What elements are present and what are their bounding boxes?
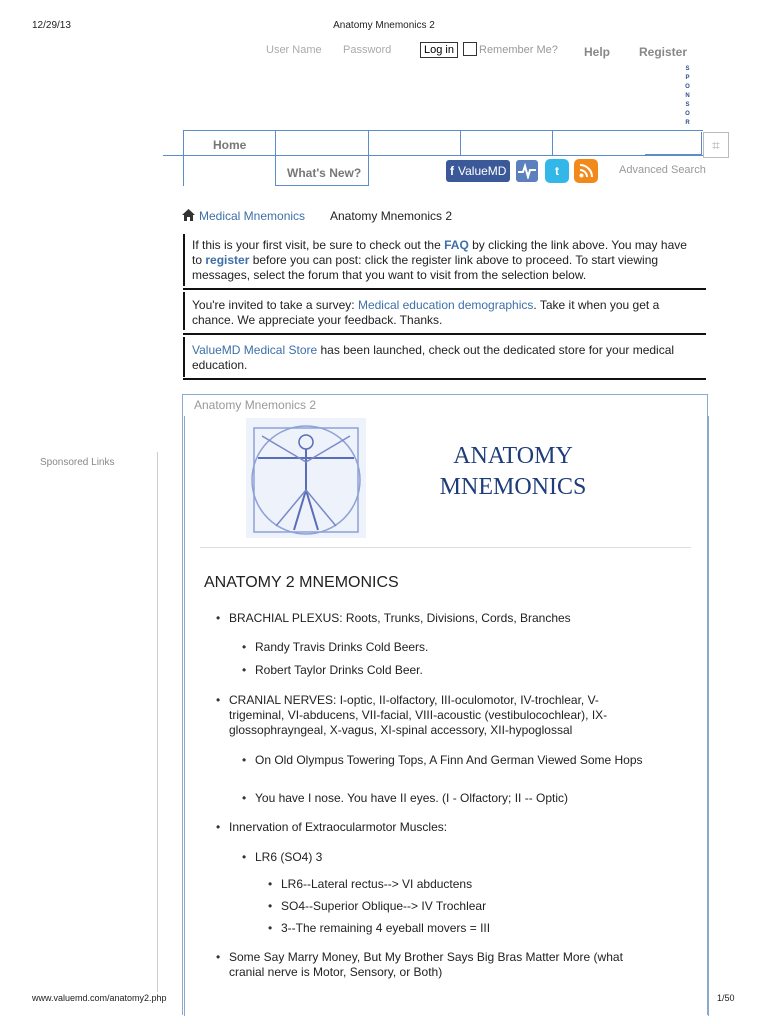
post-heading: ANATOMY 2 MNEMONICS: [204, 574, 399, 591]
nav-divider: [368, 130, 369, 186]
list-item: • Robert Taylor Drinks Cold Beer.: [255, 663, 675, 678]
sponsor-letter: S: [685, 66, 690, 72]
print-page-number: 1/50: [717, 993, 735, 1003]
notice-border: [183, 234, 185, 286]
notice-text: . Take it when you get a chance. We appreciate your feedback. Thanks.: [192, 298, 660, 327]
print-title: Anatomy Mnemonics 2: [333, 20, 435, 31]
banner-line: MNEMONICS: [439, 474, 587, 500]
notice-text: by clicking the link above. You may have to: [192, 238, 687, 267]
register-link[interactable]: Register: [639, 45, 688, 59]
search-go-icon[interactable]: ⌗: [703, 132, 729, 158]
sponsor-strip[interactable]: [683, 66, 692, 126]
breadcrumb-current: Anatomy Mnemonics 2: [330, 209, 453, 223]
notice-survey: [192, 298, 692, 328]
notice-text: You're invited to take a survey:: [192, 298, 358, 312]
valuemd-pulse-icon[interactable]: [516, 160, 538, 182]
login-button[interactable]: Log in: [420, 42, 458, 58]
password-input[interactable]: Password: [343, 44, 392, 56]
sponsor-letter: O: [685, 111, 690, 117]
advanced-search-link[interactable]: Advanced Search: [619, 164, 706, 176]
rss-icon[interactable]: [574, 159, 598, 183]
nav-divider: [275, 130, 276, 186]
home-icon[interactable]: [182, 209, 195, 224]
sponsor-letter: R: [685, 120, 690, 126]
sponsor-letter: O: [685, 84, 690, 90]
print-date: 12/29/13: [32, 20, 71, 31]
list-item: • LR6 (SO4) 3: [255, 850, 675, 865]
nav-mid-border: [163, 155, 703, 156]
sponsor-letter: P: [685, 75, 690, 81]
list-item: • You have I nose. You have II eyes. (I - Olfactory; II -- Optic): [255, 791, 675, 806]
nav-whats-new[interactable]: What's New?: [287, 166, 362, 180]
twitter-icon[interactable]: t: [545, 159, 569, 183]
list-item: • Innervation of Extraocularmotor Muscles:: [229, 820, 679, 835]
notice-border: [183, 337, 185, 377]
help-link[interactable]: Help: [584, 45, 611, 59]
nav-top-border: [183, 130, 703, 131]
survey-link[interactable]: Medical education demographics: [357, 298, 534, 312]
banner-line: ANATOMY: [453, 443, 573, 469]
notice-text: before you can post: click the register link above to proceed. To start viewing messages, select the forum that you want to visit from the selection below.: [192, 253, 659, 282]
facebook-label: ValueMD: [458, 164, 507, 178]
list-item: • BRACHIAL PLEXUS: Roots, Trunks, Divisions, Cords, Branches: [229, 611, 679, 626]
divider: [183, 333, 706, 335]
post-header-title: Anatomy Mnemonics 2: [194, 398, 317, 412]
nav-divider: [552, 130, 553, 156]
notice-border: [183, 292, 185, 330]
divider: [183, 288, 706, 290]
list-item: • Some Say Marry Money, But My Brother Says Big Bras Matter More (what cranial nerve is Motor, Sensory, or Both): [229, 950, 657, 980]
register-inline-link[interactable]: register: [205, 253, 250, 267]
nav-tab-border: [276, 185, 368, 186]
nav-home[interactable]: Home: [213, 138, 247, 152]
username-input[interactable]: User Name: [266, 44, 322, 56]
list-item: • On Old Olympus Towering Tops, A Finn And German Viewed Some Hops: [255, 753, 650, 768]
store-link[interactable]: ValueMD Medical Store: [192, 343, 318, 357]
notice-text: If this is your first visit, be sure to check out the: [192, 238, 445, 252]
remember-me-checkbox[interactable]: [463, 42, 477, 56]
list-item: • 3--The remaining 4 eyeball movers = III: [281, 921, 681, 936]
facebook-icon: f: [450, 164, 454, 178]
sponsor-letter: S: [685, 102, 690, 108]
list-item: • SO4--Superior Oblique--> IV Trochlear: [281, 899, 681, 914]
banner-title: [408, 441, 618, 503]
search-input[interactable]: [645, 132, 702, 155]
notice-text: has been launched, check out the dedicated store for your medical education.: [192, 343, 675, 372]
list-item: • Randy Travis Drinks Cold Beers.: [255, 640, 675, 655]
breadcrumb-parent[interactable]: Medical Mnemonics: [199, 209, 306, 223]
nav-divider: [183, 130, 184, 186]
nav-divider: [460, 130, 461, 156]
print-url: www.valuemd.com/anatomy2.php: [32, 993, 167, 1003]
vitruvian-man-image: [246, 418, 366, 538]
remember-me-label: Remember Me?: [479, 44, 558, 56]
banner-divider: [200, 547, 691, 548]
notice-store: [192, 343, 692, 373]
facebook-valuemd-button[interactable]: [446, 160, 510, 182]
sponsor-letter: N: [685, 93, 690, 99]
list-item: • LR6--Lateral rectus--> VI abductens: [281, 877, 681, 892]
notice-first-visit: [192, 238, 692, 283]
sponsored-links-label: Sponsored Links: [40, 457, 115, 468]
list-item: • CRANIAL NERVES: I-optic, II-olfactory, III-oculomotor, IV-trochlear, V-trigeminal, VI-abducens, VII-facial, VIII-acoustic (vestibulocochlear), IX-glossophrayngeal, X-vagus, XI-spinal accessory, XII-hypoglossal: [229, 693, 647, 738]
divider: [183, 378, 706, 380]
faq-link[interactable]: FAQ: [444, 238, 469, 252]
sidebar-divider: [157, 452, 158, 992]
